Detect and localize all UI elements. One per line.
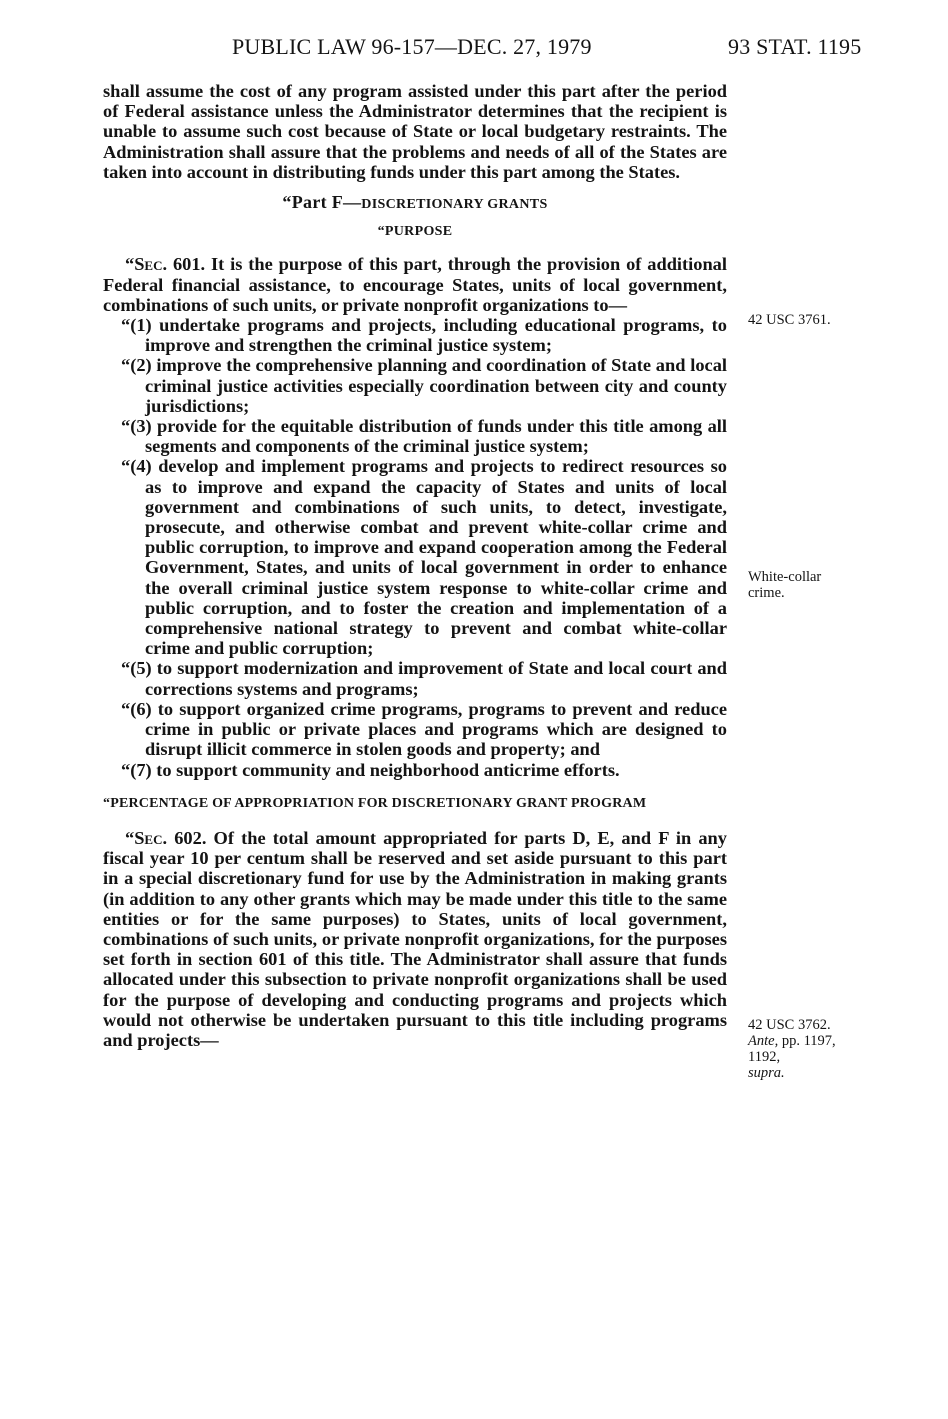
margin-note-usc-3762 (748, 1017, 888, 1081)
part-heading (103, 192, 727, 214)
part-heading-rest: DISCRETIONARY GRANTS (361, 196, 548, 213)
section-601-text: 601. It is the purpose of this part, through the provision of additional Federal financial assistance, to encourage States, units of local government, combinations of such units, or private nonprofit organizations to— (103, 254, 727, 315)
statute-page-number: 93 STAT. 1195 (728, 34, 862, 59)
purpose-item-2: “(2) improve the comprehensive planning and coordination of State and local criminal justice activities especially coordination between city and county jurisdictions; (121, 355, 727, 416)
margin-note-supra: supra. (748, 1065, 785, 1081)
purpose-item-4: “(4) develop and implement programs and projects to redirect resources so as to improve and expand the capacity of States and units of local government and combinations of such units, to detect, investigate, prosecute, and otherwise combat and prevent white-collar crime and public corruption, to improve and expand cooperation among the Federal Government, States, and units of local government in order to enhance the overall criminal justice system response to white-collar crime and public corruption, and to foster the creation and implementation of a comprehensive national strategy to prevent and combat white-collar crime and public corruption; (121, 456, 727, 659)
margin-note-3762-cite: 42 USC 3762. (748, 1017, 831, 1033)
margin-note-pages: pp. 1197, 1192, (748, 1033, 836, 1065)
body-text (103, 81, 727, 1050)
purpose-item-6: “(6) to support organized crime programs, programs to prevent and reduce crime in public or private places and programs which are designed to disrupt illicit commerce in stolen goods and property; and (121, 698, 727, 760)
section-602-text: 602. Of the total amount appropriated for parts D, E, and F in any fiscal year 10 per centum shall be reserved and set aside pursuant to this part in a special discretionary fund for use by the Administration in making grants (in addition to any other grants which may be made under this title to the same entities or for the same purposes) to States, units of local government, combinations of such units, or private nonprofit organizations, for the purposes set forth in section 601 of this title. The Administrator shall assure that funds allocated under this subsection to private nonprofit organizations shall be used for the purpose of developing and conducting programs and projects which would not otherwise be undertaken pursuant to this title including programs and projects— (103, 827, 727, 1050)
percentage-heading: “PERCENTAGE OF APPROPRIATION FOR DISCRETIONARY GRANT PROGRAM (103, 795, 647, 811)
law-title: PUBLIC LAW 96-157—DEC. 27, 1979 (232, 34, 592, 59)
margin-note-3762-ante-line (748, 1033, 838, 1065)
part-heading-prefix: “Part F— (282, 192, 362, 213)
section-601-lead: “Sec. (125, 254, 168, 275)
purpose-item-7: “(7) to support community and neighborhood anticrime efforts. (121, 759, 620, 780)
section-602-lead: “Sec. (125, 827, 168, 848)
section-602 (103, 828, 727, 1050)
margin-note-ante: Ante, (748, 1033, 779, 1049)
margin-note-white-collar: White-collar crime. (748, 569, 822, 601)
purpose-heading: “PURPOSE (377, 224, 453, 240)
running-head (0, 34, 948, 64)
purpose-list (103, 315, 727, 780)
margin-note-usc-3761: 42 USC 3761. (748, 312, 831, 328)
purpose-item-1: “(1) undertake programs and projects, including educational programs, to improve and strengthen the criminal justice system; (121, 315, 727, 356)
section-601 (103, 254, 727, 315)
intro-paragraph: shall assume the cost of any program assisted under this part after the period of Federal assistance unless the Administrator determines that the recipient is unable to assume such cost because of State or local budgetary restraints. The Administration shall assure that the problems and needs of all of the States are taken into account in distributing funds under this part among the States. (103, 81, 727, 182)
purpose-item-3: “(3) provide for the equitable distribution of funds under this title among all segments and components of the criminal justice system; (121, 416, 727, 457)
purpose-item-5: “(5) to support modernization and improvement of State and local court and corrections systems and programs; (121, 658, 727, 699)
